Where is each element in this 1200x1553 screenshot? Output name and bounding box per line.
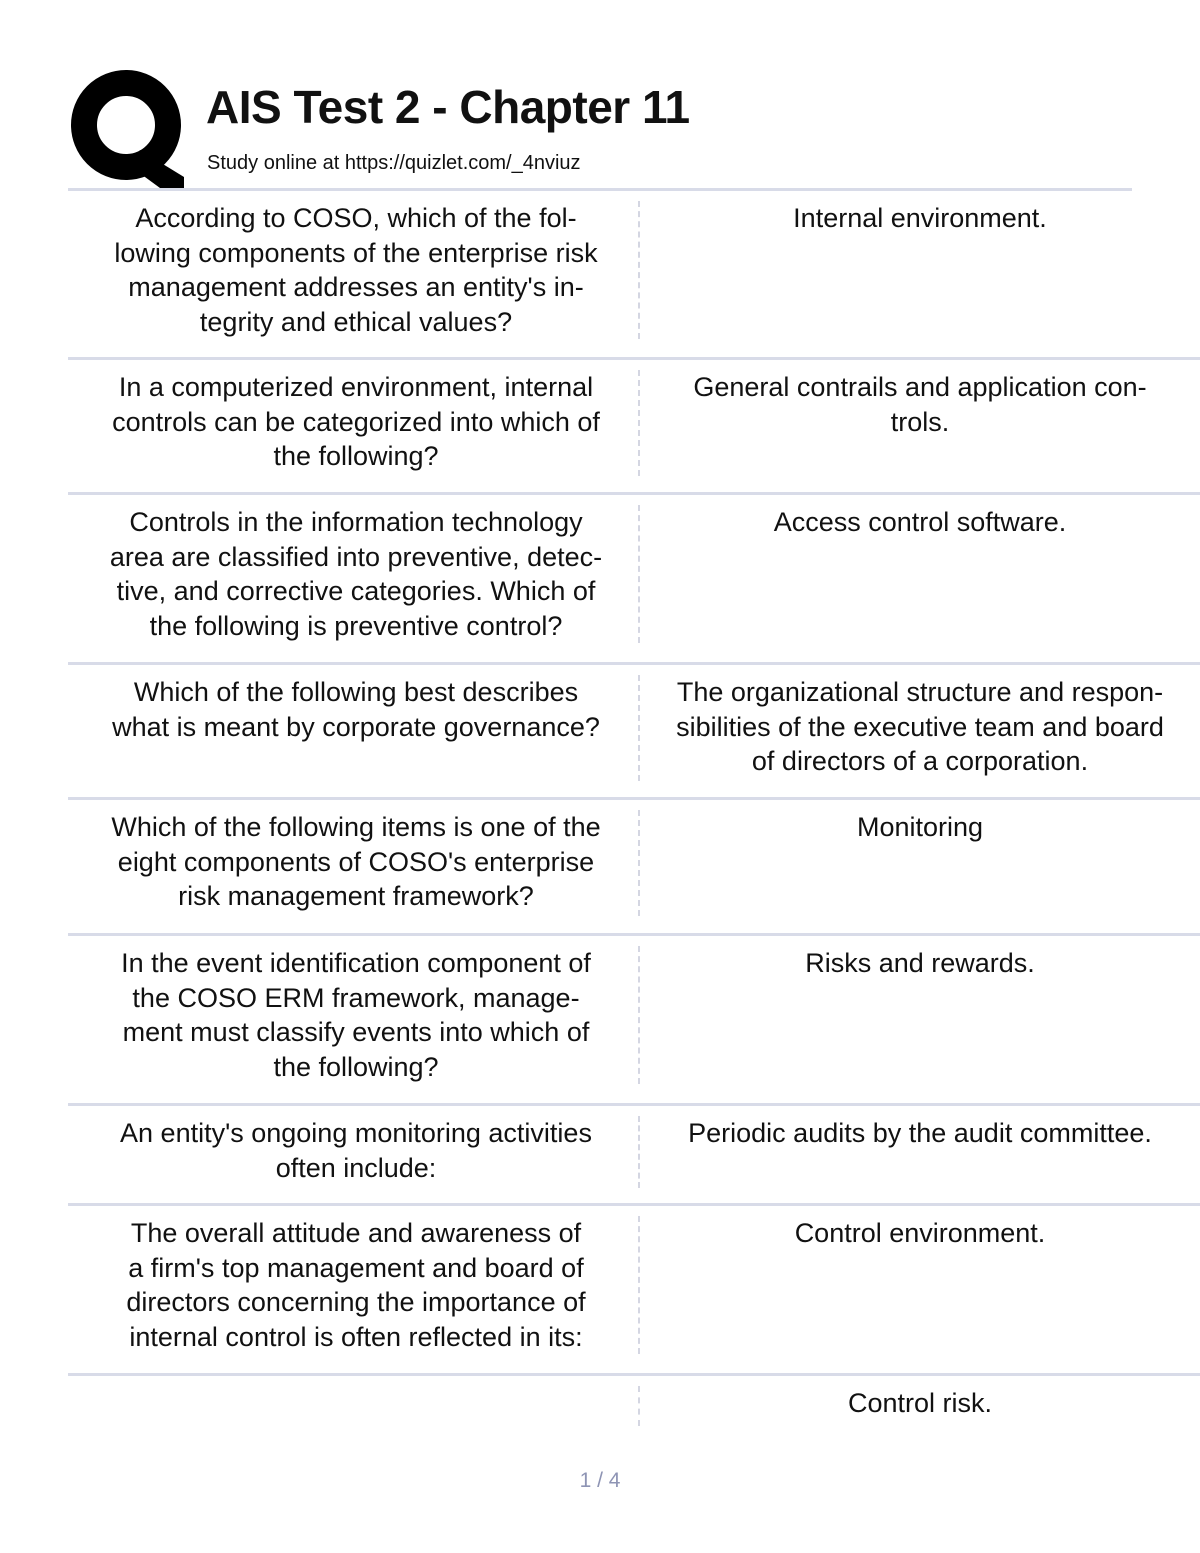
card-definition: Monitoring xyxy=(856,812,984,842)
flashcard-row xyxy=(68,665,1200,800)
card-term: In the event identification component of the COSO ERM framework, manage- ment must classify events into which of the following? xyxy=(121,948,591,1082)
card-definition: Access control software. xyxy=(773,507,1067,537)
flashcard-row xyxy=(68,936,1200,1106)
study-online-link-text: Study online at https://quizlet.com/_4nviuz xyxy=(207,152,581,174)
card-definition: Risks and rewards. xyxy=(805,948,1035,978)
flashcard-row xyxy=(68,1206,1200,1376)
quizlet-logo-icon xyxy=(68,66,188,188)
flashcard-row xyxy=(68,191,1200,360)
card-term: Controls in the information technology area are classified into preventive, detec- tive, and corrective categories. Which of the following is preventive control? xyxy=(109,507,603,641)
card-term: Which of the following best describes what is meant by corporate governance? xyxy=(112,677,600,742)
card-definition: The organizational structure and respon- sibilities of the executive team and board of directors of a corporation. xyxy=(676,677,1164,776)
flashcard-row xyxy=(68,495,1200,665)
card-term: An entity's ongoing monitoring activities often include: xyxy=(120,1118,592,1183)
card-term: The overall attitude and awareness of a firm's top management and board of directors concerning the importance of internal control is often reflected in its: xyxy=(126,1218,586,1352)
flashcard-row xyxy=(68,360,1200,495)
card-term: In a computerized environment, internal controls can be categorized into which of the following? xyxy=(112,372,600,471)
flashcard-row xyxy=(68,1376,1200,1446)
flashcard-row xyxy=(68,1106,1200,1206)
page-title: AIS Test 2 - Chapter 11 xyxy=(206,81,690,133)
card-definition: Control risk. xyxy=(847,1388,993,1418)
page-number: 1 / 4 xyxy=(579,1469,621,1492)
card-term: According to COSO, which of the fol- lowing components of the enterprise risk management addresses an entity's in- tegrity and ethical values? xyxy=(114,203,598,337)
flashcard-list xyxy=(68,191,1200,1446)
card-definition: Periodic audits by the audit committee. xyxy=(688,1118,1152,1148)
flashcard-row xyxy=(68,800,1200,936)
card-definition: General contrails and application con- trols. xyxy=(693,372,1147,437)
card-definition: Internal environment. xyxy=(793,203,1047,233)
page-header xyxy=(68,66,1132,188)
card-term: Which of the following items is one of the eight components of COSO's enterprise risk management framework? xyxy=(111,812,601,911)
card-definition: Control environment. xyxy=(794,1218,1046,1248)
